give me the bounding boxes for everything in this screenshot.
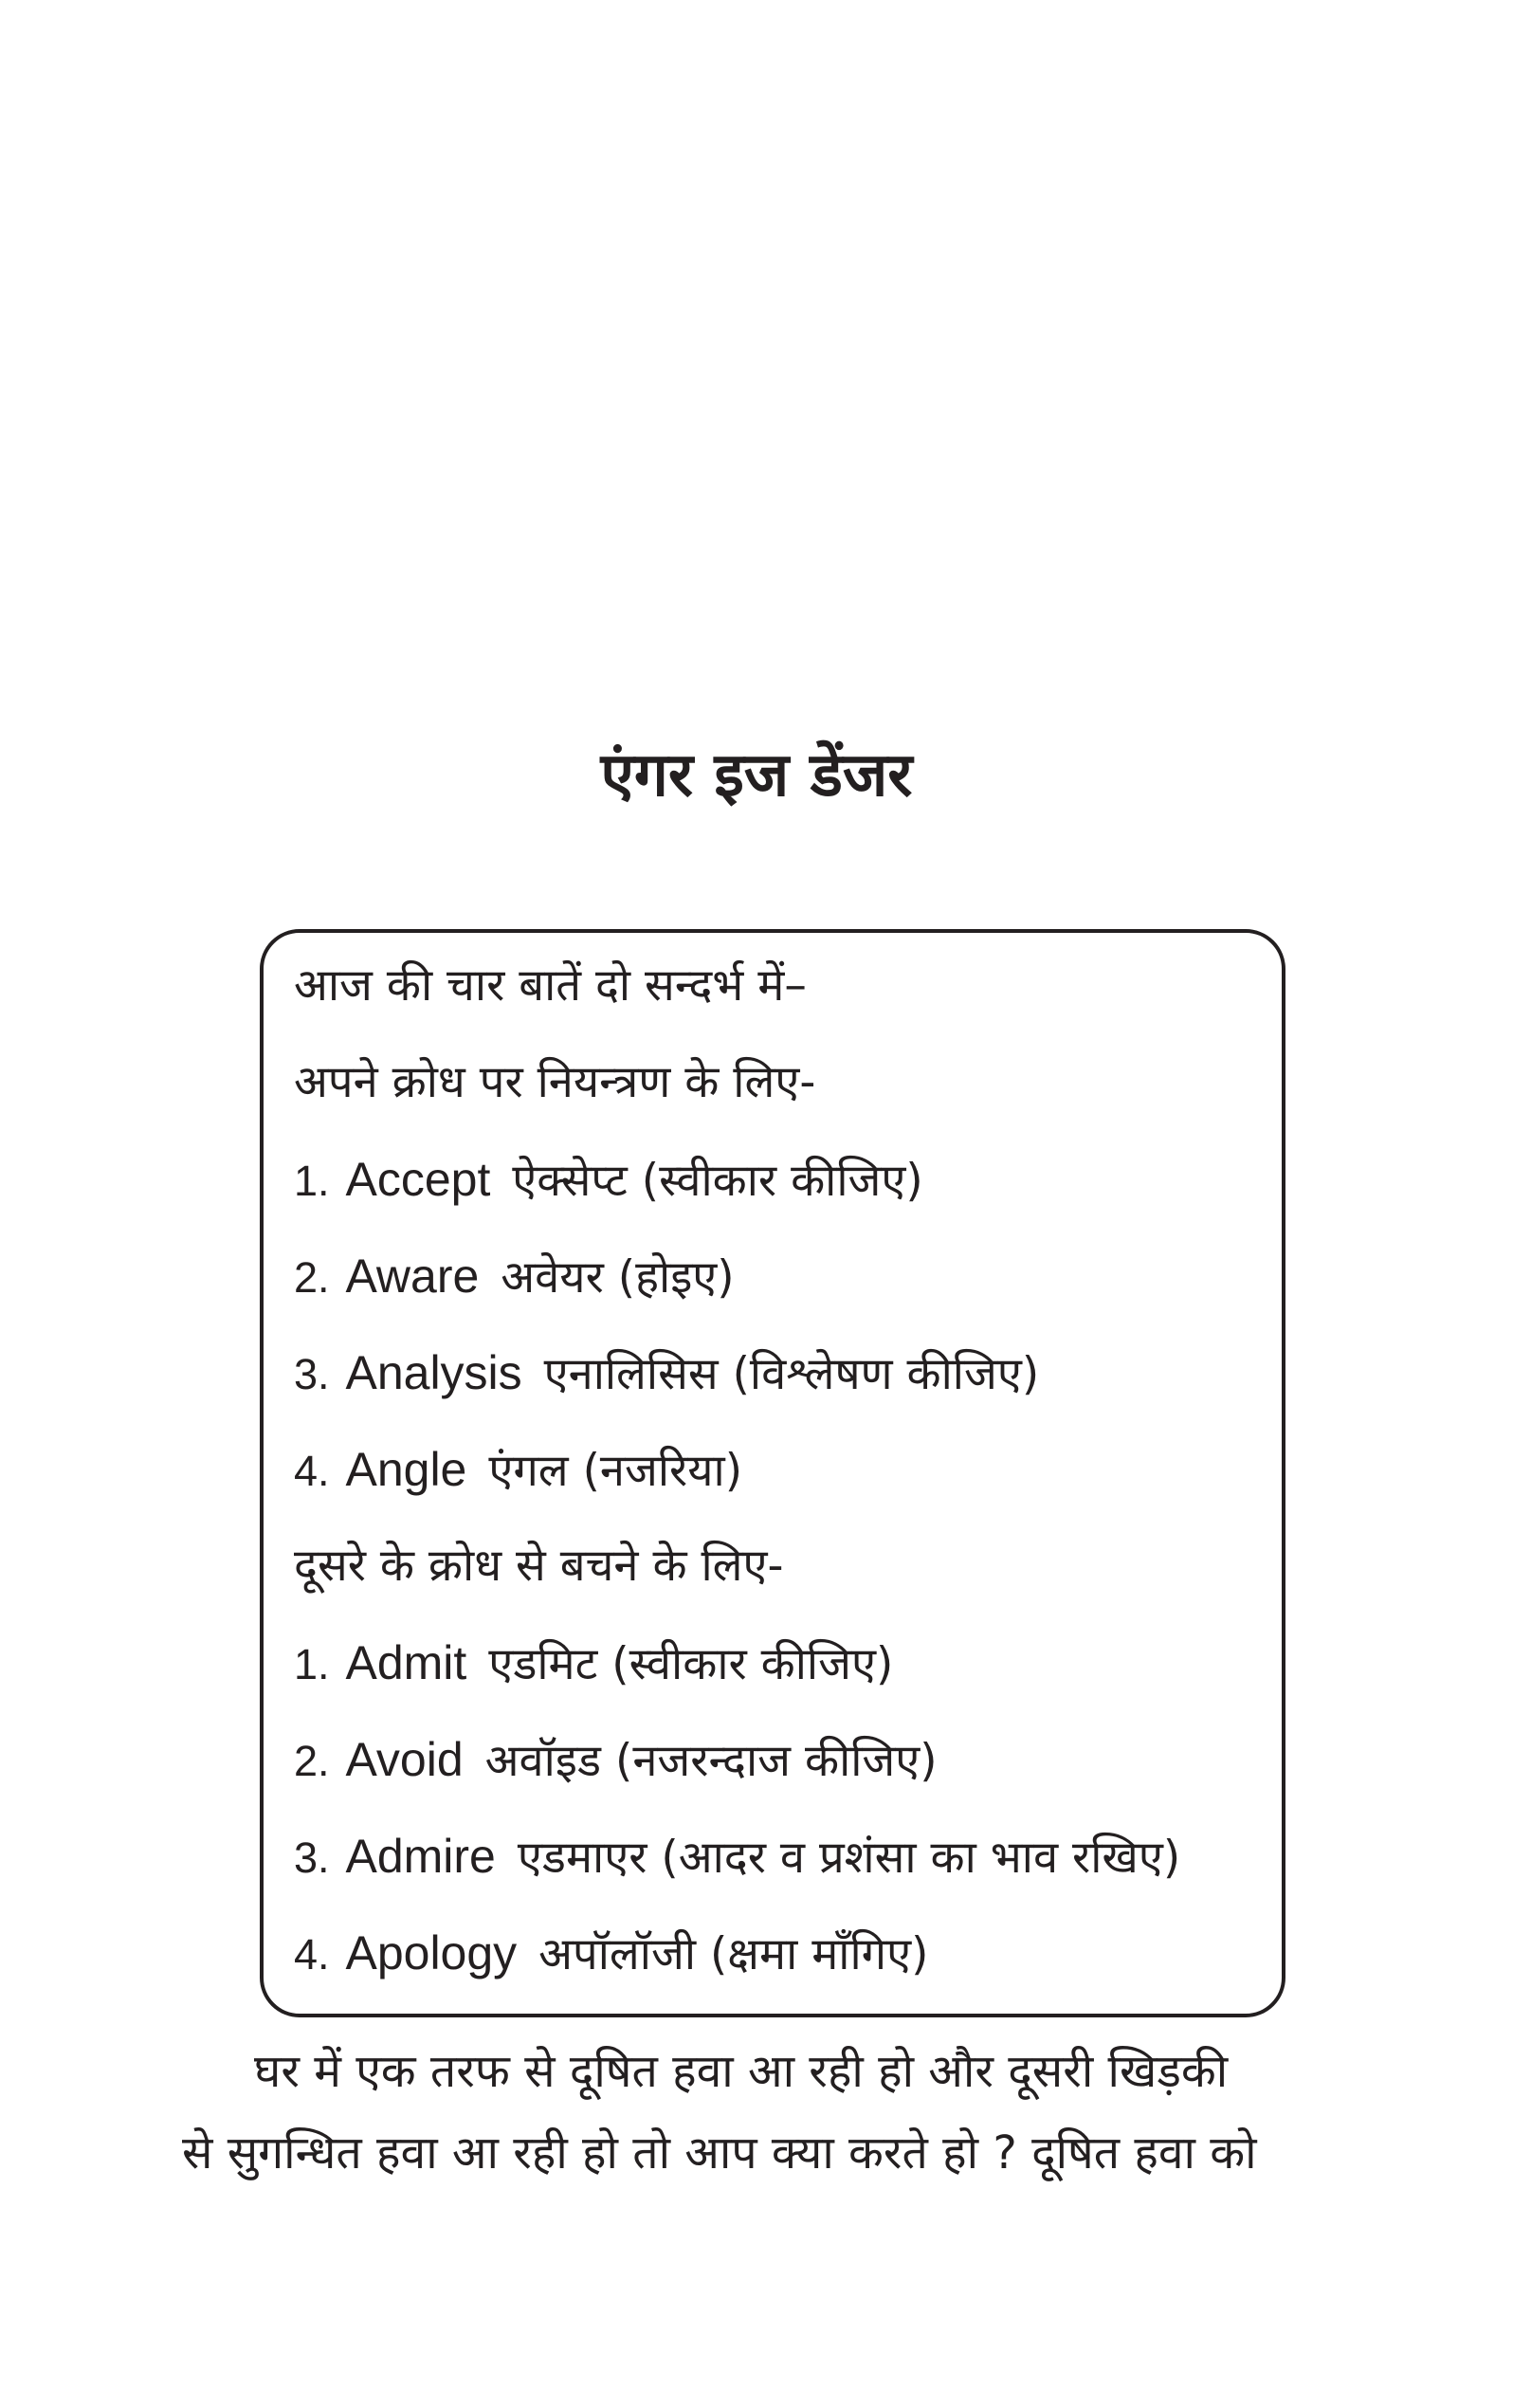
item-english: Avoid: [345, 1733, 464, 1786]
item-hindi: ऐक्सेप्ट (स्वीकार कीजिए): [512, 1155, 923, 1207]
page-title: एंगर इज डेंजर: [600, 740, 913, 811]
item-number: 2.: [294, 1737, 330, 1785]
box-intro: आज की चार बातें दो सन्दर्भ में–: [294, 959, 807, 1012]
list-item-analysis: [294, 1335, 1039, 1411]
item-english: Admire: [345, 1830, 496, 1883]
item-hindi: एंगल (नजरिया): [488, 1445, 743, 1497]
item-english: Analysis: [345, 1346, 522, 1399]
list-item-admit: [294, 1625, 893, 1701]
item-hindi: एनालिसिस (विश्लेषण कीजिए): [543, 1348, 1040, 1400]
item-english: Accept: [345, 1153, 491, 1206]
item-english: Angle: [345, 1443, 467, 1496]
item-english: Apology: [345, 1926, 518, 1979]
item-number: 3.: [294, 1833, 330, 1882]
item-hindi: एडमिट (स्वीकार कीजिए): [488, 1638, 894, 1690]
paragraph-line-2: से सुगन्धित हवा आ रही हो तो आप क्या करते हो ? दूषित हवा को: [182, 2126, 1257, 2180]
list-item-aware: [294, 1238, 735, 1314]
item-english: Admit: [345, 1636, 467, 1689]
own-anger-heading: अपने क्रोध पर नियन्त्रण के लिए-: [294, 1056, 816, 1108]
list-item-apology: [294, 1915, 928, 1991]
item-number: 2.: [294, 1253, 330, 1302]
others-anger-heading: दूसरे के क्रोध से बचने के लिए-: [294, 1540, 784, 1592]
item-number: 1.: [294, 1157, 330, 1205]
item-hindi: अवॉइड (नजरन्दाज कीजिए): [484, 1735, 938, 1787]
list-item-angle: [294, 1432, 742, 1507]
item-hindi: अवेयर (होइए): [501, 1251, 735, 1304]
list-item-accept: [294, 1141, 923, 1217]
item-number: 3.: [294, 1350, 330, 1398]
item-number: 4.: [294, 1447, 330, 1495]
list-item-admire: [294, 1818, 1180, 1894]
item-number: 1.: [294, 1640, 330, 1688]
item-hindi: एडमाएर (आदर व प्रशंसा का भाव रखिए): [517, 1832, 1181, 1884]
paragraph-line-1: घर में एक तरफ से दूषित हवा आ रही हो और दूसरी खिड़की: [254, 2045, 1229, 2098]
item-hindi: अपॉलॉजी (क्षमा माँगिए): [538, 1928, 929, 1980]
list-item-avoid: [294, 1722, 938, 1797]
item-number: 4.: [294, 1930, 330, 1979]
item-english: Aware: [345, 1250, 480, 1303]
